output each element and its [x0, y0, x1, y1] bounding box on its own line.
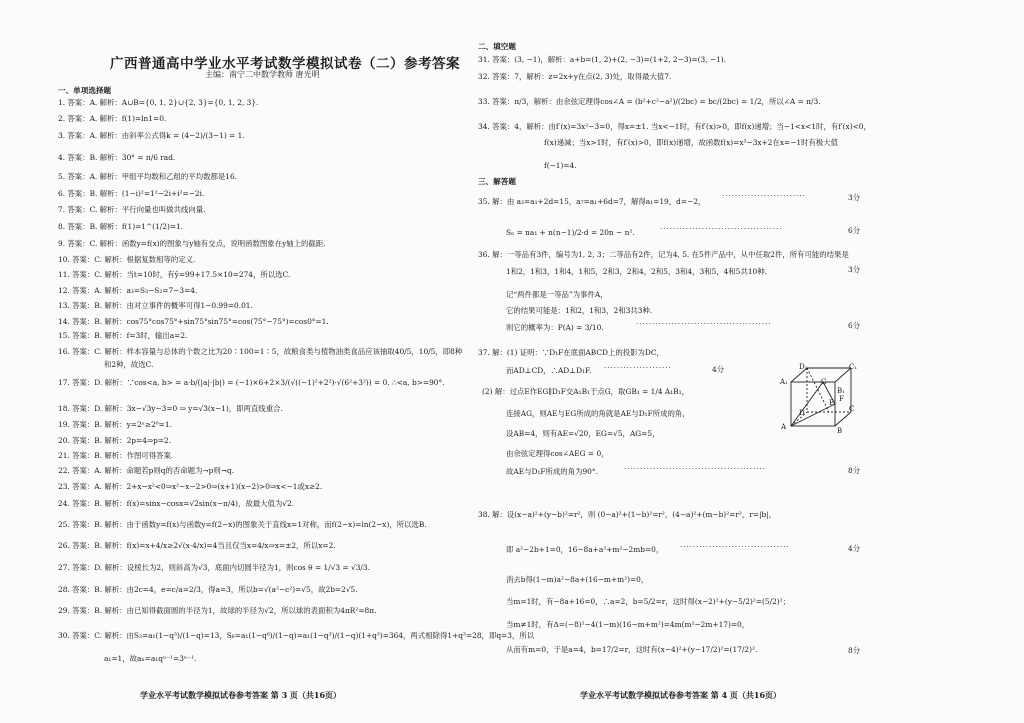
vertex-label: G	[821, 378, 827, 386]
score-mark: 6分	[848, 321, 861, 330]
answer-line: f(−1)=4.	[544, 161, 577, 170]
vertex-label: D₁	[799, 363, 808, 371]
answer-line: 消去b得(1−m)a²−8a+(16−m+m²)=0，	[506, 575, 649, 584]
answer-line: 20. 答案：B. 解析：2p=4⇒p=2.	[58, 436, 172, 445]
answer-line: 而AD⊥CD，∴AD⊥D₁F.	[506, 366, 592, 375]
answer-line: 37. 解：(1) 证明：∵D₁F在底面ABCD上的投影为DC，	[478, 348, 664, 357]
page-footer: 学业水平考试数学模拟试卷参考答案 第 4 页（共16页）	[580, 690, 782, 700]
answer-line: 9. 答案：C. 解析：函数y=f(x)的图象与y轴有交点，说明函数图象在y轴上的截距.	[58, 239, 326, 248]
section-heading-solve: 三、解答题	[478, 177, 516, 186]
dotted-leader: ··········································	[636, 320, 772, 328]
section-heading-fill: 二、填空题	[478, 42, 516, 51]
page-subtitle: 主编：南宁二中数学教师 唐光明	[205, 70, 320, 79]
score-mark: 6分	[848, 226, 861, 235]
answer-line: 29. 答案：B. 解析：由已知得截面圆的半径为1，故球的半径为√2，所以球的表面积为4πR²=8π.	[58, 606, 377, 615]
answer-line: (2) 解：过点E作EG∥D₁F交A₁B₁于点G，取GB₁ = 1/4 A₁B₁，	[482, 387, 689, 396]
answer-line: 由余弦定理得cos∠AEG = 0，	[506, 449, 609, 458]
answer-line: 6. 答案：B. 解析：(1−i)²=1²−2i+i²=−2i.	[58, 189, 205, 198]
page-title: 广西普通高中学业水平考试数学模拟试卷（二）参考答案	[110, 56, 460, 72]
answer-line: 11. 答案：C. 解析：当t=10时，有ŷ=99+17.5×10=274，所以选C.	[58, 270, 291, 279]
answer-line: 它的结果可能是：1和2，1和3，2和3共3种.	[506, 306, 653, 315]
answer-line: 17. 答案：D. 解析：∵cos<a, b> = a·b/(|a|·|b|) = (−1)×6+2×3/(√((−1)²+2²)·√(6²+3²)) = 0. ∴<a, b>=90°.	[58, 378, 445, 387]
dotted-leader: ······································	[660, 225, 783, 233]
answer-line: 1. 答案：A. 解析：A∪B={0, 1, 2}∪{2, 3}={0, 1, 2, 3}.	[58, 98, 259, 107]
answer-line: 30. 答案：C. 解析：由S₃=a₁(1−q³)/(1−q)=13，S₆=a₁(1−q⁶)/(1−q)=a₁(1−q³)/(1−q)(1+q³)=364，两式相除得1+q³=28，即q=3，所以	[58, 631, 535, 640]
answer-line: 设AB=4，则有AE=√20，EG=√5，AG=5，	[506, 429, 660, 438]
vertex-label: F	[839, 395, 844, 403]
answer-line: 25. 答案：B. 解析：由于函数y=f(x)与函数y=f(2−x)的图象关于直线x=1对称，而f(2−x)=ln(2−x)，所以选B.	[58, 520, 427, 529]
answer-line: 当m=1时，有−8a+16=0，∴a=2，b=5/2=r，这时得(x−2)²+(y−5/2)²=(5/2)²；	[506, 597, 791, 606]
page-footer: 学业水平考试数学模拟试卷参考答案 第 3 页（共16页）	[140, 690, 342, 700]
answer-line: 31. 答案：(3, −1)，解析：a+b=(1, 2)+(2, −3)=(1+2, 2−3)=(3, −1).	[478, 55, 727, 64]
vertex-label: B	[837, 427, 843, 435]
answer-line: 16. 答案：C. 解析：样本容量与总体的个数之比为20∶100=1∶5，故粮食类与植物油类食品应该抽取40/5，10/5，即8种	[58, 347, 463, 356]
answer-line: 5. 答案：A. 解析：甲组平均数和乙组的平均数都是16.	[58, 172, 238, 181]
section-heading-choice: 一、单项选择题	[58, 86, 112, 95]
answer-line: 4. 答案：B. 解析：30° = π/6 rad.	[58, 153, 176, 162]
answer-line: 33. 答案：π/3，解析：由余弦定理得cos∠A = (b²+c²−a²)/(2bc) = bc/(2bc) = 1/2，所以∠A = π/3.	[478, 97, 821, 106]
answer-line: 连接AG，则AE与EG所成的角就是AE与D₁F所成的角，	[506, 409, 690, 418]
answer-line: 10. 答案：C. 解析：根据复数相等的定义.	[58, 255, 196, 264]
answer-line: 19. 答案：B. 解析：y=2ˣ≥2⁰=1.	[58, 420, 172, 429]
answer-line: 26. 答案：B. 解析：f(x)=x+4/x≥2√(x·4/x)=4当且仅当x=4/x⇒x=±2，所以x=2.	[58, 541, 336, 550]
answer-line: 即 a²−2b+1=0，16−8a+a²+m²−2mb=0，	[506, 545, 664, 554]
vertex-label: C	[849, 405, 855, 413]
score-mark: 8分	[848, 466, 861, 475]
answer-line: 1和2，1和3，1和4，1和5，2和3，2和4，2和5，3和4，3和5，4和5共10种.	[506, 267, 768, 276]
answer-line: 28. 答案：B. 解析：由2c=4，e=c/a=2/3，得a=3，所以b=√(a²−c²)=√5，故2b=2√5.	[58, 585, 358, 594]
vertex-label: A	[781, 423, 787, 431]
answer-line: 2. 答案：A. 解析：f(1)=ln1=0.	[58, 114, 167, 123]
answer-line: 35. 解：由 a₃=a₁+2d=15，a₇=a₁+6d=7，解得a₁=19，d=−2，	[478, 197, 706, 206]
answer-line: a₁=1，故aₙ=a₁qⁿ⁻¹=3ⁿ⁻¹.	[104, 654, 197, 663]
vertex-label: D	[799, 409, 805, 417]
dotted-leader: ··································	[680, 543, 790, 551]
answer-line: 22. 答案：A. 解析：命题若p则q的否命题为¬p则¬q.	[58, 466, 235, 475]
vertex-label: E	[829, 399, 835, 407]
answer-line: f(x)递减；当x>1时，有f′(x)>0，即f(x)递增，故函数f(x)=x³−3x+2在x=−1时有极大值	[544, 138, 839, 147]
score-mark: 3分	[848, 265, 861, 274]
answer-line: 18. 答案：D. 解析：3x−√3y−3=0 ⇒ y=√3(x−1)，即两直线重合.	[58, 404, 283, 413]
answer-line: 21. 答案：B. 解析：作图可得答案.	[58, 451, 174, 460]
answer-line: 23. 答案：A. 解析：2+x−x²<0⇒x²−x−2>0⇒(x+1)(x−2)>0⇒x<−1或x≥2.	[58, 482, 323, 491]
answer-line: 34. 答案：4，解析：由f′(x)=3x²−3=0，得x=±1. 当x<−1时，有f′(x)>0，即f(x)递增；当−1<x<1时，有f′(x)<0，	[478, 122, 871, 131]
answer-line: 24. 答案：B. 解析：f(x)=sinx−cosx=√2sin(x−π/4)，故最大值为√2.	[58, 499, 295, 508]
vertex-label: B₁	[837, 387, 845, 395]
cube-figure	[777, 360, 858, 438]
answer-line: 故AE与D₁F所成的角为90°.	[506, 467, 598, 476]
answer-line: 12. 答案：A. 解析：a₃=S₃−S₂=7−3=4.	[58, 286, 198, 295]
dotted-leader: ··························	[722, 192, 806, 200]
answer-line: 38. 解：设(x−a)²+(y−b)²=r²，则 (0−a)²+(1−b)²=r²，(4−a)²+(m−b)²=r²，r=|b|，	[478, 510, 777, 519]
answer-line: 和2种，故选C.	[104, 360, 154, 369]
score-mark: 4分	[712, 365, 725, 374]
answer-line: 32. 答案：7，解析：z=2x+y在点(2, 3)处，取得最大值7.	[478, 72, 672, 81]
vertex-label: C₁	[849, 363, 858, 371]
answer-line: 36. 解：一等品有3件，编号为1, 2, 3；二等品有2件，记为4, 5. 在5件产品中，从中任取2件，所有可能的结果是	[478, 250, 849, 259]
score-mark: 4分	[848, 544, 861, 553]
answer-line: Sₙ = na₁ + n(n−1)/2·d = 20n − n².	[506, 228, 635, 237]
answer-line: 3. 答案：A. 解析：由斜率公式得k = (4−2)/(3−1) = 1.	[58, 131, 245, 140]
answer-line: 27. 答案：D. 解析：设棱长为2，则斜高为√3，底面内切圆半径为1，则cos θ = 1/√3 = √3/3.	[58, 563, 370, 572]
dotted-leader: ·····················	[604, 364, 672, 372]
dotted-leader: ············································	[624, 465, 766, 473]
answer-line: 记“两件都是一等品”为事件A，	[506, 290, 608, 299]
answer-line: 当m≠1时，有Δ=(−8)²−4(1−m)(16−m+m²)=4m(m²−2m+17)=0，	[506, 620, 750, 629]
answer-line: 15. 答案：B. 解析：f=3时，输出a=2.	[58, 331, 188, 340]
answer-line: 13. 答案：B. 解析：由对立事件的概率可得1−0.99=0.01.	[58, 301, 253, 310]
answer-line: 则它的概率为：P(A) = 3/10.	[506, 323, 604, 332]
answer-line: 8. 答案：B. 解析：f(1)=1^(1/2)=1.	[58, 222, 184, 231]
right-page	[512, 0, 1024, 723]
answer-line: 7. 答案：C. 解析：平行向量也叫做共线向量.	[58, 205, 206, 214]
score-mark: 8分	[848, 646, 861, 655]
answer-line: 从而有m=0，于是a=4，b=17/2=r，这时有(x−4)²+(y−17/2)²=(17/2)².	[506, 645, 758, 654]
answer-line: 14. 答案：B. 解析：cos75°cos75°+sin75°sin75°=cos(75°−75°)=cos0°=1.	[58, 317, 329, 326]
score-mark: 3分	[848, 193, 861, 202]
vertex-label: A₁	[780, 378, 788, 386]
